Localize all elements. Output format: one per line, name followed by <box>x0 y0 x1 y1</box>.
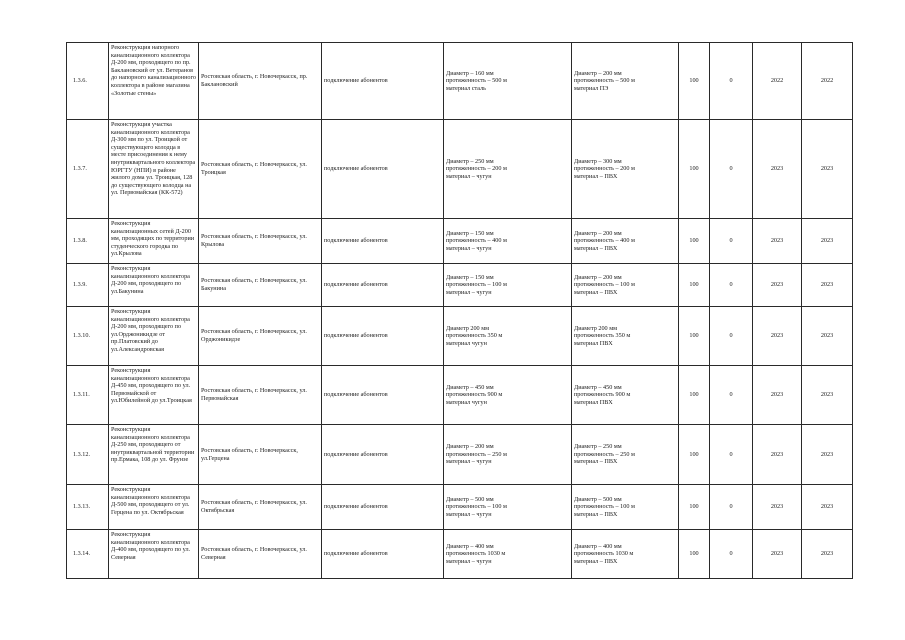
work-address: Ростовская область, г. Новочеркасск, ул. Крылова <box>199 219 322 264</box>
work-description: Реконструкция канализационного коллектора Д-500 мм, проходящего от ул. Герцена по ул. Октябрьская <box>109 485 199 530</box>
value-1: 100 <box>679 43 710 120</box>
params-after: Диаметр – 200 мм протяженность – 100 м материал – ПВХ <box>572 264 679 307</box>
year-start: 2023 <box>753 366 802 425</box>
row-number: 1.3.6. <box>67 43 109 120</box>
row-number: 1.3.14. <box>67 530 109 579</box>
params-before: Диаметр – 250 мм протяженность – 200 м материал – чугун <box>444 120 572 219</box>
document-page <box>66 42 852 578</box>
value-2: 0 <box>710 530 753 579</box>
year-start: 2023 <box>753 264 802 307</box>
value-1: 100 <box>679 530 710 579</box>
work-purpose: подключение абонентов <box>322 43 444 120</box>
table-row <box>67 307 853 366</box>
row-number: 1.3.10. <box>67 307 109 366</box>
value-1: 100 <box>679 366 710 425</box>
work-purpose: подключение абонентов <box>322 530 444 579</box>
value-1: 100 <box>679 264 710 307</box>
work-description: Реконструкция канализационного коллектора Д-200 мм, проходящего по ул.Орджоникидзе от пр.Платовский до ул.Александровская <box>109 307 199 366</box>
work-purpose: подключение абонентов <box>322 425 444 485</box>
year-end: 2023 <box>802 530 853 579</box>
year-start: 2022 <box>753 43 802 120</box>
year-end: 2023 <box>802 366 853 425</box>
row-number: 1.3.9. <box>67 264 109 307</box>
work-address: Ростовская область, г. Новочеркасск, ул. Бакунина <box>199 264 322 307</box>
year-start: 2023 <box>753 307 802 366</box>
year-end: 2023 <box>802 485 853 530</box>
value-2: 0 <box>710 43 753 120</box>
params-before: Диаметр – 500 мм протяженность – 100 м материал – чугун <box>444 485 572 530</box>
work-purpose: подключение абонентов <box>322 307 444 366</box>
year-end: 2023 <box>802 425 853 485</box>
params-after: Диаметр 200 мм протяженность 350 м материал ПВХ <box>572 307 679 366</box>
table-body <box>67 43 853 579</box>
work-description: Реконструкция канализационного коллектора Д-450 мм, проходящего по ул. Первомайской от ул.Юбилейной до ул.Троицкая <box>109 366 199 425</box>
work-description: Реконструкция канализационных сетей Д-200 мм, проходящих по территории студенческого городка по ул.Крылова <box>109 219 199 264</box>
params-after: Диаметр – 250 мм протяженность – 250 м материал – ПВХ <box>572 425 679 485</box>
params-before: Диаметр 200 мм протяженность 350 м материал чугун <box>444 307 572 366</box>
value-2: 0 <box>710 485 753 530</box>
work-address: Ростовская область, г. Новочеркасск, пр. Баклановский <box>199 43 322 120</box>
params-before: Диаметр – 400 мм протяженность 1030 м материал – чугун <box>444 530 572 579</box>
table-row <box>67 425 853 485</box>
value-2: 0 <box>710 120 753 219</box>
table-row <box>67 530 853 579</box>
table-row <box>67 485 853 530</box>
params-after: Диаметр – 300 мм протяженность – 200 м материал – ПВХ <box>572 120 679 219</box>
table-row <box>67 366 853 425</box>
value-2: 0 <box>710 366 753 425</box>
work-description: Реконструкция канализационного коллектора Д-250 мм, проходящего от внутриквартальной территории пр.Ермака, 108 до ул. Фрунзе <box>109 425 199 485</box>
table-row <box>67 264 853 307</box>
value-2: 0 <box>710 219 753 264</box>
value-1: 100 <box>679 425 710 485</box>
row-number: 1.3.13. <box>67 485 109 530</box>
table-row <box>67 43 853 120</box>
params-after: Диаметр – 450 мм протяженность 900 м материал ПВХ <box>572 366 679 425</box>
row-number: 1.3.8. <box>67 219 109 264</box>
work-purpose: подключение абонентов <box>322 264 444 307</box>
work-description: Реконструкция канализационного коллектора Д-200 мм, проходящего по ул.Бакунина <box>109 264 199 307</box>
params-after: Диаметр – 200 мм протяженность – 400 м материал – ПВХ <box>572 219 679 264</box>
params-before: Диаметр – 450 мм протяженность 900 м материал чугун <box>444 366 572 425</box>
value-1: 100 <box>679 485 710 530</box>
work-description: Реконструкция канализационного коллектора Д-400 мм, проходящего по ул. Северная <box>109 530 199 579</box>
table-row <box>67 120 853 219</box>
work-purpose: подключение абонентов <box>322 485 444 530</box>
projects-table <box>66 42 853 579</box>
work-address: Ростовская область, г. Новочеркасск, ул. Орджоникидзе <box>199 307 322 366</box>
work-purpose: подключение абонентов <box>322 366 444 425</box>
params-before: Диаметр – 200 мм протяженность – 250 м материал – чугун <box>444 425 572 485</box>
year-start: 2023 <box>753 219 802 264</box>
value-1: 100 <box>679 307 710 366</box>
row-number: 1.3.12. <box>67 425 109 485</box>
params-after: Диаметр – 200 мм протяженность – 500 м материал ПЭ <box>572 43 679 120</box>
work-address: Ростовская область, г. Новочеркасск, ул. Октябрьская <box>199 485 322 530</box>
table-row <box>67 219 853 264</box>
work-address: Ростовская область, г. Новочеркасск, ул. Первомайская <box>199 366 322 425</box>
year-end: 2023 <box>802 264 853 307</box>
row-number: 1.3.7. <box>67 120 109 219</box>
year-end: 2023 <box>802 307 853 366</box>
params-before: Диаметр – 150 мм протяженность – 400 м материал – чугун <box>444 219 572 264</box>
value-2: 0 <box>710 425 753 485</box>
value-1: 100 <box>679 219 710 264</box>
work-purpose: подключение абонентов <box>322 219 444 264</box>
year-start: 2023 <box>753 120 802 219</box>
params-before: Диаметр – 150 мм протяженность – 100 м материал – чугун <box>444 264 572 307</box>
value-2: 0 <box>710 307 753 366</box>
year-end: 2023 <box>802 120 853 219</box>
row-number: 1.3.11. <box>67 366 109 425</box>
year-end: 2023 <box>802 219 853 264</box>
params-before: Диаметр – 160 мм протяженность – 500 м материал сталь <box>444 43 572 120</box>
work-description: Реконструкция участка канализационного коллектора Д-300 мм по ул. Троицкой от существующего колодца в месте присоединения к нему внутриквартального коллектора ЮРГТУ (НПИ) в районе жилого дома ул. Троицкая, 128 до существующего колодца на ул. Первомайская (КК-572) <box>109 120 199 219</box>
work-address: Ростовская область, г. Новочеркасск, ул. Северная <box>199 530 322 579</box>
params-after: Диаметр – 500 мм протяженность – 100 м материал – ПВХ <box>572 485 679 530</box>
work-address: Ростовская область, г. Новочеркасск, ул. Троицкая <box>199 120 322 219</box>
year-start: 2023 <box>753 530 802 579</box>
value-1: 100 <box>679 120 710 219</box>
params-after: Диаметр – 400 мм протяженность 1030 м материал – ПВХ <box>572 530 679 579</box>
work-purpose: подключение абонентов <box>322 120 444 219</box>
work-address: Ростовская область, г. Новочеркасск, ул.Герцена <box>199 425 322 485</box>
value-2: 0 <box>710 264 753 307</box>
year-end: 2022 <box>802 43 853 120</box>
year-start: 2023 <box>753 425 802 485</box>
work-description: Реконструкция напорного канализационного коллектора Д-200 мм, проходящего по пр. Баклановский от ул. Ветеранов до напорного канализационного коллектора в районе магазина «Золотые стены» <box>109 43 199 120</box>
year-start: 2023 <box>753 485 802 530</box>
